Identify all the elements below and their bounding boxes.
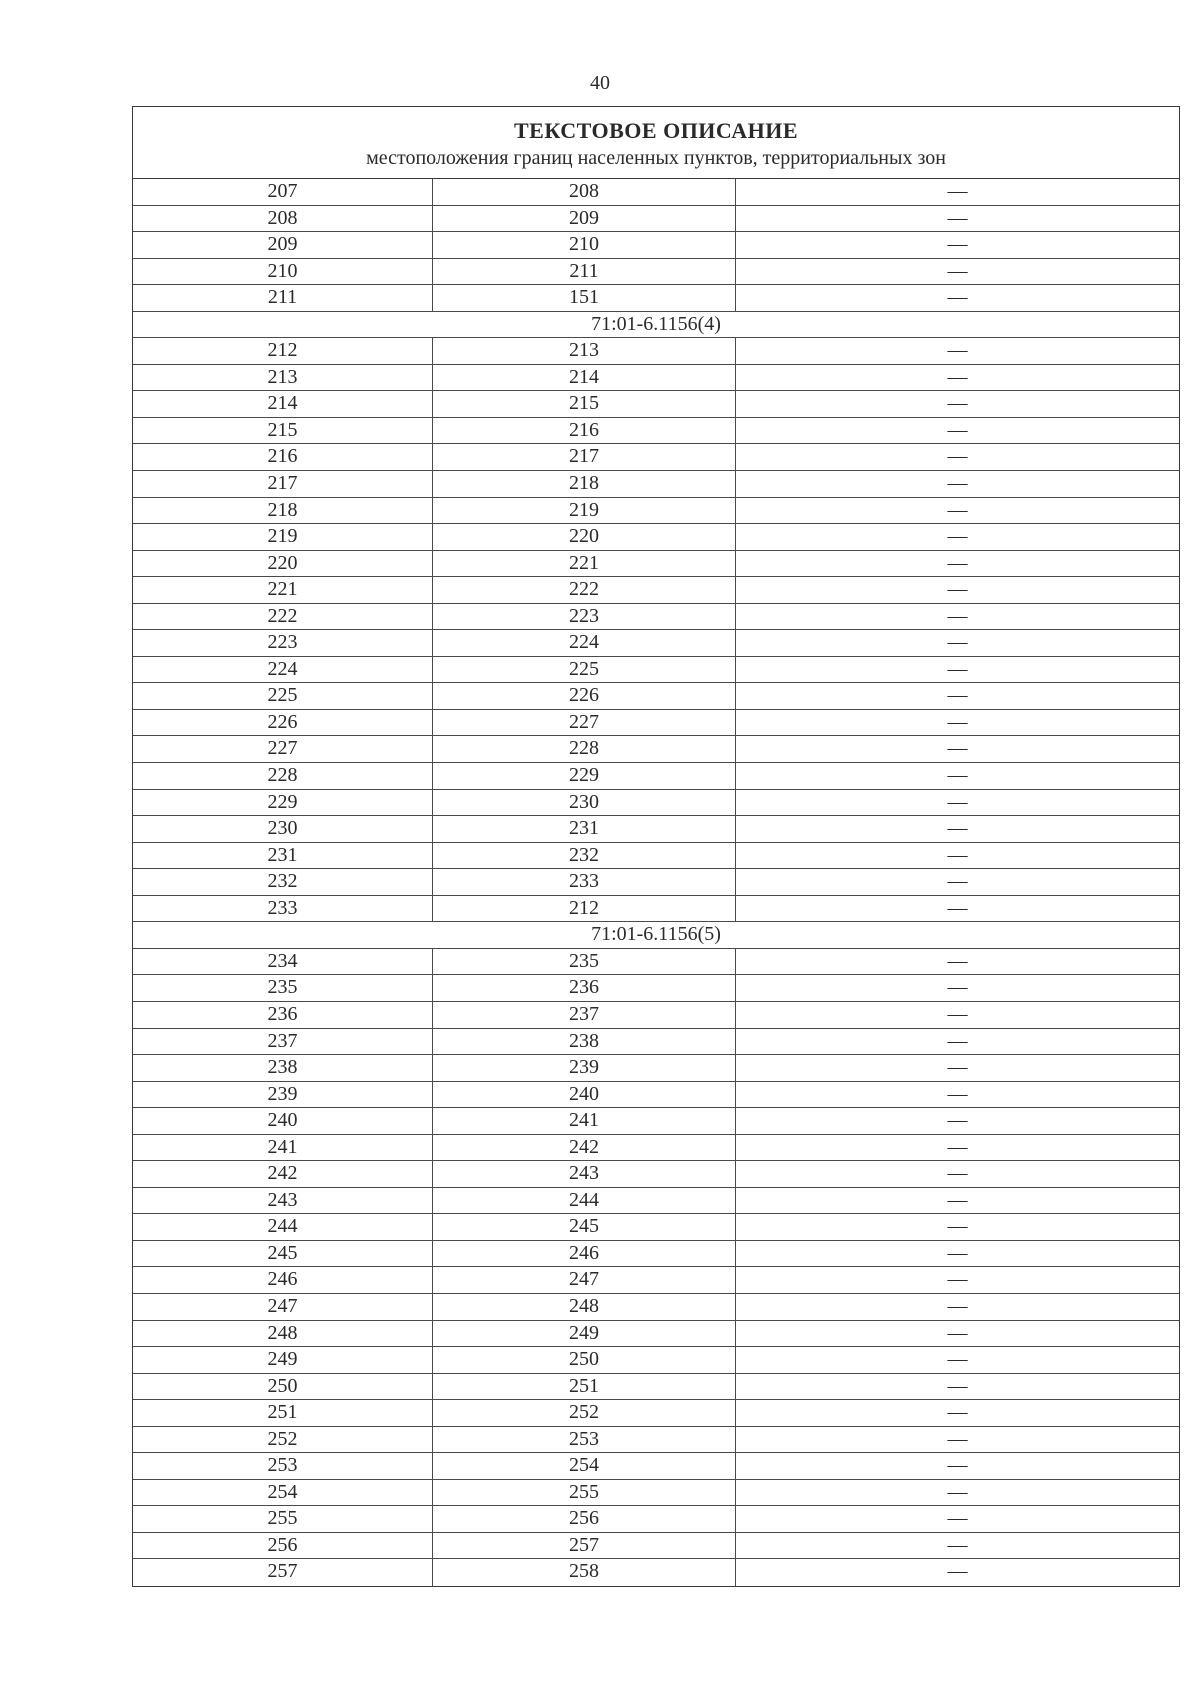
table-row [133,391,1179,418]
point-from-cell: 256 [133,1533,433,1559]
point-to-cell: 253 [433,1427,736,1453]
note-cell: — [947,817,968,840]
section-row [133,922,1179,949]
point-from-cell: 248 [133,1321,433,1347]
note-cell: — [947,1002,968,1025]
table-row [133,1453,1179,1480]
note-cell: — [947,286,968,309]
point-from-cell: 224 [133,657,433,683]
point-to-cell: 238 [433,1029,736,1055]
point-from-cell: 217 [133,471,433,497]
point-from-cell: 243 [133,1188,433,1214]
point-from-cell: 222 [133,604,433,630]
note-cell: — [947,1321,968,1344]
point-to-cell: 209 [433,206,736,232]
page-number: 40 [590,72,610,94]
point-to-cell: 217 [433,444,736,470]
point-from-cell: 242 [133,1161,433,1187]
note-cell: — [947,1162,968,1185]
table-row [133,790,1179,817]
table-row [133,736,1179,763]
table-row [133,1294,1179,1321]
note-cell: — [947,1082,968,1105]
point-from-cell: 252 [133,1427,433,1453]
note-cell: — [947,1348,968,1371]
table-row [133,1188,1179,1215]
point-to-cell: 244 [433,1188,736,1214]
point-from-cell: 229 [133,790,433,816]
point-from-cell: 238 [133,1055,433,1081]
table-row [133,365,1179,392]
point-from-cell: 244 [133,1214,433,1240]
table-row [133,338,1179,365]
point-to-cell: 223 [433,604,736,630]
point-to-cell: 225 [433,657,736,683]
note-cell: — [947,206,968,229]
point-from-cell: 228 [133,763,433,789]
point-to-cell: 243 [433,1161,736,1187]
point-to-cell: 221 [433,551,736,577]
point-to-cell: 245 [433,1214,736,1240]
table-row [133,1002,1179,1029]
note-cell: — [947,631,968,654]
point-to-cell: 240 [433,1082,736,1108]
point-from-cell: 219 [133,524,433,550]
table-row [133,285,1179,312]
point-from-cell: 249 [133,1347,433,1373]
table-row [133,471,1179,498]
note-cell: — [947,1427,968,1450]
table-row [133,577,1179,604]
table-row [133,1533,1179,1560]
point-to-cell: 249 [433,1321,736,1347]
table-row [133,1347,1179,1374]
table-row [133,179,1179,206]
table-row [133,816,1179,843]
point-from-cell: 225 [133,683,433,709]
table-row [133,869,1179,896]
point-to-cell: 215 [433,391,736,417]
point-from-cell: 218 [133,498,433,524]
point-to-cell: 257 [433,1533,736,1559]
note-cell: — [947,1109,968,1132]
point-from-cell: 255 [133,1506,433,1532]
point-to-cell: 254 [433,1453,736,1479]
table-row [133,763,1179,790]
point-to-cell: 224 [433,630,736,656]
point-to-cell: 228 [433,736,736,762]
note-cell: — [947,710,968,733]
note-cell: — [947,1401,968,1424]
note-cell: — [947,1454,968,1477]
table-row [133,1161,1179,1188]
note-cell: — [947,498,968,521]
point-to-cell: 222 [433,577,736,603]
point-from-cell: 237 [133,1029,433,1055]
point-to-cell: 235 [433,949,736,975]
note-cell: — [947,365,968,388]
note-cell: — [947,790,968,813]
point-to-cell: 248 [433,1294,736,1320]
note-cell: — [947,578,968,601]
point-from-cell: 239 [133,1082,433,1108]
note-cell: — [947,870,968,893]
point-to-cell: 247 [433,1267,736,1293]
table-row [133,232,1179,259]
point-to-cell: 242 [433,1135,736,1161]
note-cell: — [947,259,968,282]
point-to-cell: 151 [433,285,736,311]
table-row [133,843,1179,870]
note-cell: — [947,472,968,495]
point-from-cell: 208 [133,206,433,232]
point-from-cell: 234 [133,949,433,975]
point-to-cell: 210 [433,232,736,258]
table-row [133,683,1179,710]
point-from-cell: 216 [133,444,433,470]
point-from-cell: 215 [133,418,433,444]
table-row [133,1400,1179,1427]
section-label: 71:01-6.1156(4) [591,312,721,335]
point-from-cell: 223 [133,630,433,656]
point-from-cell: 246 [133,1267,433,1293]
note-cell: — [947,418,968,441]
note-cell: — [947,1029,968,1052]
note-cell: — [947,1215,968,1238]
point-to-cell: 233 [433,869,736,895]
note-cell: — [947,1188,968,1211]
table-row [133,524,1179,551]
point-to-cell: 216 [433,418,736,444]
point-from-cell: 209 [133,232,433,258]
table-title: ТЕКСТОВОЕ ОПИСАНИЕ [513,118,798,143]
note-cell: — [947,604,968,627]
point-to-cell: 256 [433,1506,736,1532]
point-to-cell: 255 [433,1480,736,1506]
table-row [133,630,1179,657]
point-from-cell: 254 [133,1480,433,1506]
section-row [133,312,1179,339]
point-from-cell: 210 [133,259,433,285]
point-from-cell: 221 [133,577,433,603]
note-cell: — [947,1560,968,1583]
table-row [133,975,1179,1002]
table-row [133,949,1179,976]
point-from-cell: 245 [133,1241,433,1267]
note-cell: — [947,445,968,468]
point-from-cell: 247 [133,1294,433,1320]
table-row [133,1214,1179,1241]
note-cell: — [947,764,968,787]
point-to-cell: 226 [433,683,736,709]
point-to-cell: 227 [433,710,736,736]
point-to-cell: 214 [433,365,736,391]
point-from-cell: 241 [133,1135,433,1161]
note-cell: — [947,949,968,972]
note-cell: — [947,1374,968,1397]
point-from-cell: 230 [133,816,433,842]
note-cell: — [947,684,968,707]
table-row [133,604,1179,631]
table-row [133,551,1179,578]
table-row [133,710,1179,737]
point-to-cell: 251 [433,1374,736,1400]
note-cell: — [947,1533,968,1556]
table-row [133,1055,1179,1082]
note-cell: — [947,180,968,202]
point-to-cell: 218 [433,471,736,497]
point-from-cell: 250 [133,1374,433,1400]
point-from-cell: 253 [133,1453,433,1479]
point-from-cell: 212 [133,338,433,364]
point-to-cell: 246 [433,1241,736,1267]
table-row [133,896,1179,923]
table-row [133,418,1179,445]
table-row [133,1082,1179,1109]
point-from-cell: 207 [133,179,433,205]
point-from-cell: 232 [133,869,433,895]
table-row [133,657,1179,684]
point-from-cell: 240 [133,1108,433,1134]
table-row [133,1108,1179,1135]
note-cell: — [947,1507,968,1530]
note-cell: — [947,339,968,362]
point-from-cell: 251 [133,1400,433,1426]
point-to-cell: 213 [433,338,736,364]
point-to-cell: 212 [433,896,736,922]
table-row [133,1374,1179,1401]
point-from-cell: 235 [133,975,433,1001]
point-to-cell: 211 [433,259,736,285]
table-row [133,206,1179,233]
table-row [133,1135,1179,1162]
point-from-cell: 257 [133,1559,433,1586]
point-to-cell: 239 [433,1055,736,1081]
table-row [133,1559,1179,1586]
note-cell: — [947,551,968,574]
note-cell: — [947,843,968,866]
table-row [133,1480,1179,1507]
point-from-cell: 231 [133,843,433,869]
note-cell: — [947,896,968,919]
table-body [133,179,1179,1586]
table-row [133,1506,1179,1533]
table-row [133,1427,1179,1454]
point-to-cell: 230 [433,790,736,816]
point-to-cell: 219 [433,498,736,524]
point-from-cell: 213 [133,365,433,391]
table-row [133,1241,1179,1268]
table-row [133,259,1179,286]
point-to-cell: 208 [433,179,736,205]
note-cell: — [947,1056,968,1079]
point-to-cell: 258 [433,1559,736,1586]
table-row [133,498,1179,525]
note-cell: — [947,392,968,415]
point-to-cell: 236 [433,975,736,1001]
point-to-cell: 232 [433,843,736,869]
table-row [133,444,1179,471]
point-from-cell: 220 [133,551,433,577]
point-from-cell: 226 [133,710,433,736]
point-from-cell: 233 [133,896,433,922]
table-row [133,1267,1179,1294]
table-row [133,1321,1179,1348]
point-from-cell: 236 [133,1002,433,1028]
note-cell: — [947,1294,968,1317]
point-from-cell: 214 [133,391,433,417]
note-cell: — [947,1241,968,1264]
point-from-cell: 227 [133,736,433,762]
table-header [133,107,1179,179]
point-to-cell: 229 [433,763,736,789]
note-cell: — [947,1480,968,1503]
point-to-cell: 231 [433,816,736,842]
boundary-description-table [132,106,1180,1587]
point-to-cell: 237 [433,1002,736,1028]
note-cell: — [947,976,968,999]
table-row [133,1029,1179,1056]
point-to-cell: 250 [433,1347,736,1373]
table-subtitle: местоположения границ населенных пунктов, территориальных зон [366,147,946,169]
note-cell: — [947,657,968,680]
note-cell: — [947,1135,968,1158]
note-cell: — [947,1268,968,1291]
point-from-cell: 211 [133,285,433,311]
note-cell: — [947,233,968,256]
point-to-cell: 241 [433,1108,736,1134]
note-cell: — [947,525,968,548]
note-cell: — [947,737,968,760]
point-to-cell: 252 [433,1400,736,1426]
section-label: 71:01-6.1156(5) [591,923,721,946]
point-to-cell: 220 [433,524,736,550]
